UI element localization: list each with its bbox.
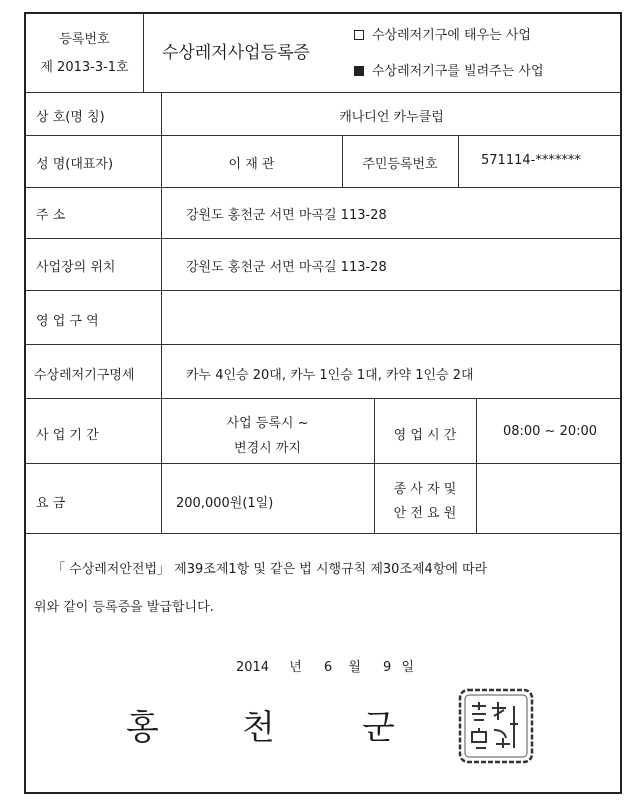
issuer-char-1: 홍	[126, 708, 159, 748]
statement-line2: 위와 같이 등록증을 발급합니다.	[34, 600, 214, 615]
business-location-label: 사업장의 위치	[36, 260, 116, 275]
statement-line1: 「 수상레저안전법」 제39조제1항 및 같은 법 시행규칙 제30조제4항에 따라	[52, 562, 488, 577]
registration-number: 제 2013-3-1호	[40, 60, 129, 75]
resident-number-value: 571114-*******	[481, 153, 581, 168]
period-value-line2: 변경시 까지	[234, 441, 301, 456]
registration-number-label: 등록번호	[59, 32, 110, 47]
hours-label: 영 업 시 간	[393, 428, 457, 443]
trade-name-value: 캐나디언 카누클럽	[339, 110, 444, 125]
option-rental-business: 수상레저기구를 빌려주는 사업	[354, 60, 544, 79]
issue-date: 2014 년 6 월 9 일	[235, 660, 415, 675]
period-label: 사 업 기 간	[36, 428, 99, 443]
business-area-label: 영 업 구 역	[36, 314, 99, 329]
checkbox-empty	[354, 30, 364, 40]
address-value: 강원도 홍천군 서면 마곡길 113-28	[186, 208, 387, 223]
representative-label: 성 명(대표자)	[36, 157, 114, 172]
resident-number-label: 주민등록번호	[362, 157, 438, 172]
period-value-line1: 사업 등록시 ~	[226, 416, 309, 431]
official-seal-icon	[458, 688, 534, 764]
staff-label-line1: 종 사 자 및	[393, 482, 457, 497]
equipment-value: 카누 4인승 20대, 카누 1인승 1대, 카약 1인승 2대	[186, 368, 474, 383]
option-ride-business: 수상레저기구에 태우는 사업	[354, 24, 531, 43]
fee-value: 200,000원(1일)	[176, 496, 274, 511]
equipment-label: 수상레저기구명세	[34, 368, 135, 383]
issuer-char-2: 천	[242, 708, 275, 748]
hours-value: 08:00 ~ 20:00	[502, 424, 598, 439]
address-label: 주 소	[36, 208, 66, 223]
business-location-value: 강원도 홍천군 서면 마곡길 113-28	[186, 260, 387, 275]
certificate-title: 수상레저사업등록증	[162, 43, 310, 63]
fee-label: 요 금	[36, 496, 66, 511]
checkbox-filled	[354, 66, 364, 76]
issuer-char-3: 군	[362, 708, 395, 748]
representative-value: 이 재 관	[228, 157, 275, 172]
registration-certificate	[24, 12, 622, 794]
trade-name-label: 상 호(명 칭)	[36, 110, 105, 125]
staff-label-line2: 안 전 요 원	[393, 506, 457, 521]
